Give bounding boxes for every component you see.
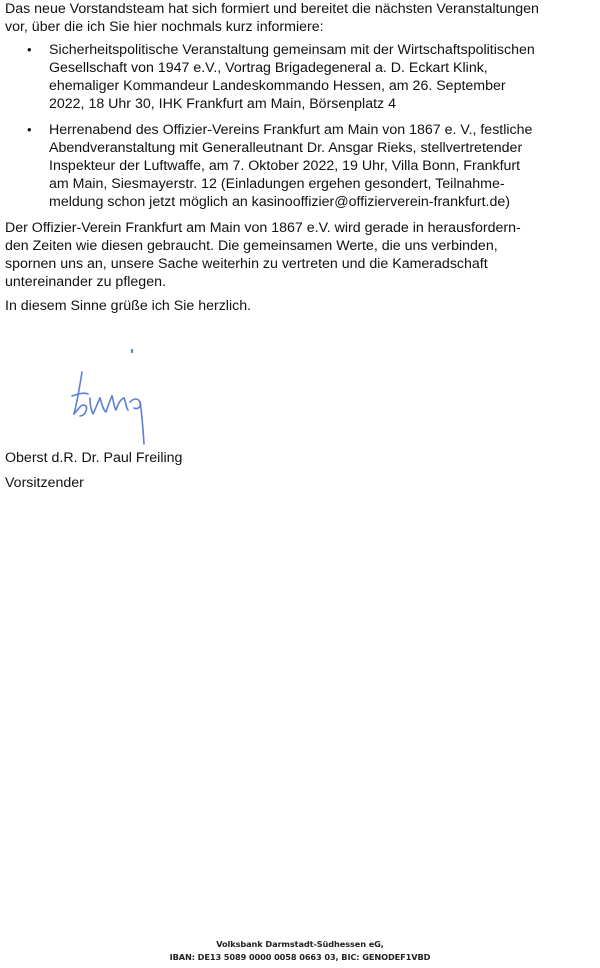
bullet-icon: •: [27, 122, 32, 137]
intro-paragraph: Das neue Vorstandsteam hat sich formiert und bereitet die nächsten Veranstaltungen vor, über die ich Sie hier nochmals kurz informiere:: [5, 1, 539, 35]
bank-footer: [0, 938, 600, 964]
signer-name: Oberst d.R. Dr. Paul Freiling: [5, 450, 183, 466]
signer-role: Vorsitzender: [5, 475, 84, 491]
event-description: Sicherheitspolitische Veranstaltung gemeinsam mit der Wirtschaftspolitischen Gesellschaft von 1947 e.V., Vortrag Brigadegeneral a. D. Eckart Klink, ehemaliger Kommandeur Landeskommando Hessen, am 26. September 2022, 18 Uhr 30, IHK Frankfurt am Main, Börsenplatz 4: [49, 42, 535, 112]
bank-account-details: IBAN: DE13 5089 0000 0058 0663 03, BIC: GENODEF1VBD: [169, 952, 431, 962]
bullet-icon: •: [27, 42, 32, 57]
event-description: Herrenabend des Offizier-Vereins Frankfurt am Main von 1867 e. V., festliche Abendveranstaltung mit Generalleutnant Dr. Ansgar Rieks, stellvertretender Inspekteur der Luftwaffe, am 7. Oktober 2022, 19 Uhr, Villa Bonn, Frankfurt am Main, Siesmayerstr. 12 (Einladungen ergehen gesondert, Teilnahme- meldung schon jetzt möglich an kasinooffizier@offizierverein-frankfurt.de): [49, 122, 533, 210]
closing-line: In diesem Sinne grüße ich Sie herzlich.: [5, 298, 252, 314]
bank-name: Volksbank Darmstadt-Südhessen eG,: [216, 939, 384, 949]
handwritten-signature: [64, 344, 174, 452]
body-paragraph: Der Offizier-Verein Frankfurt am Main von 1867 e.V. wird gerade in herausfordern- den Zeiten wie diesen gebraucht. Die gemeinsamen Werte, die uns verbinden, spornen uns an, unsere Sache weiterhin zu vertreten und die Kameradschaft untereinander zu pflegen.: [5, 220, 521, 290]
